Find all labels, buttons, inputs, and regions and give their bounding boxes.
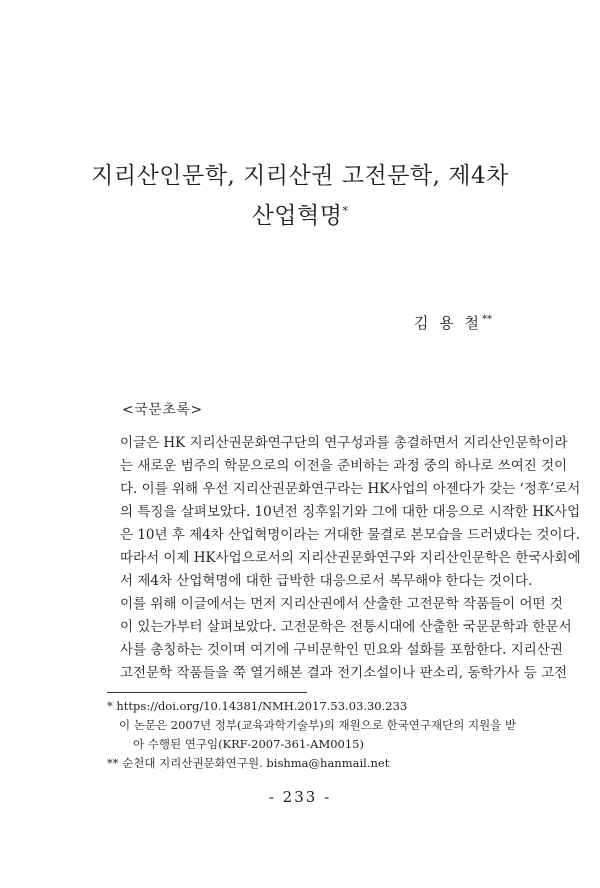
title-footnote-mark: *	[342, 204, 349, 218]
page-number: - 233 -	[268, 788, 332, 806]
text-line: 사를 총칭하는 것이며 여기에 구비문학인 민요와 설화를 포함한다. 지리산권	[120, 642, 563, 658]
article-title	[60, 156, 540, 236]
title-line-2	[60, 196, 540, 236]
title-line-1: 지리산인문학, 지리산권 고전문학, 제4차	[91, 163, 509, 189]
text-line: 이를 위해 이글에서는 먼저 지리산권에서 산출한 고전문학 작품들이 어떤 것	[120, 596, 563, 612]
footnote-funding-line-2: 아 수행된 연구임(KRF-2007-361-AM0015)	[133, 737, 364, 751]
abstract-paragraph-2	[107, 593, 572, 685]
text-line: 다. 이를 위해 우선 지리산권문화연구라는 HK사업의 아젠다가 갖는 ‘정후’로서	[120, 481, 581, 497]
footnote-author-info: ** 순천대 지리산권문화연구원. bishma@hanmail.net	[107, 756, 390, 770]
text-line: 은 10년 후 제4차 산업혁명이라는 거대한 물결로 본모습을 드러냈다는 것이다.	[120, 527, 580, 543]
text-line: 서 제4차 산업혁명에 대한 급박한 대응으로서 복무해야 한다는 것이다.	[120, 573, 533, 589]
footnote-divider	[107, 692, 307, 693]
text-line: 이글은 HK 지리산권문화연구단의 연구성과를 총결하면서 지리산인문학이라	[120, 435, 568, 451]
text-line: 고전문학 작품들을 쭉 열거해본 결과 전기소설이나 판소리, 동학가사 등 고전	[120, 665, 568, 681]
footnote-funding-line-1: 이 논문은 2007년 정부(교육과학기술부)의 재원으로 한국연구재단의 지원을 받	[119, 718, 517, 732]
text-line: 이 있는가부터 살펴보았다. 고전문학은 전통시대에 산출한 국문문학과 한문서	[120, 619, 572, 635]
author-byline	[414, 312, 492, 333]
abstract-body	[107, 432, 581, 685]
author-footnote-mark: **	[482, 314, 492, 325]
footnote-doi: * https://doi.org/10.14381/NMH.2017.53.03.30.233	[107, 699, 408, 713]
text-line: 따라서 이제 HK사업으로서의 지리산권문화연구와 지리산인문학은 한국사회에	[120, 550, 581, 566]
title-line-2-text: 산업혁명	[251, 203, 343, 229]
author-name: 김 용 철	[413, 314, 482, 332]
text-line: 는 새로운 범주의 학문으로의 이전을 준비하는 과정 중의 하나로 쓰여진 것이	[120, 458, 568, 474]
abstract-heading: <국문초록>	[122, 402, 203, 418]
footnotes	[107, 697, 517, 773]
text-line: 의 특징을 살펴보았다. 10년전 징후읽기와 그에 대한 대응으로 시작한 HK사업	[120, 504, 581, 520]
abstract-paragraph-1	[107, 432, 581, 593]
